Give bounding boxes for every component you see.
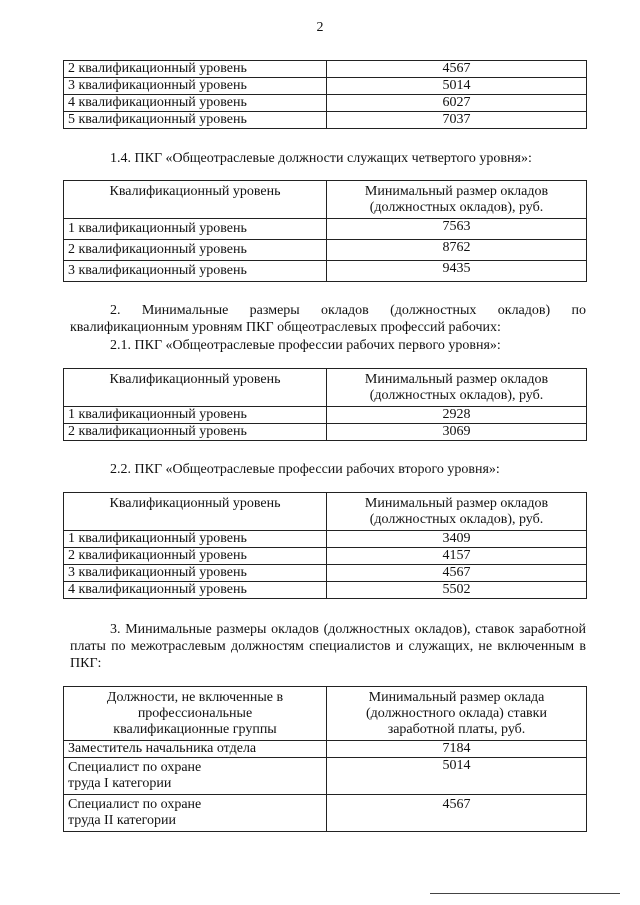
salary-cell: 8762 [327,240,587,261]
table-row [64,565,587,582]
heading-1-4: 1.4. ПКГ «Общеотраслевые должности служащих четвертого уровня»: [110,151,532,166]
table-header-row [64,369,587,407]
table-row [64,95,587,112]
column-header-salary: Минимальный размер оклада (должностного оклада) ставки заработной платы, руб. [327,687,587,741]
salary-cell: 4567 [327,565,587,582]
salary-table-2-1 [63,368,587,441]
salary-cell: 7037 [327,112,587,129]
salary-cell: 5502 [327,582,587,599]
table-header-row [64,687,587,741]
salary-table-1-4 [63,180,587,282]
salary-cell: 5014 [327,758,587,795]
level-cell: 2 квалификационный уровень [64,548,327,565]
table-row [64,758,587,795]
level-cell: 3 квалификационный уровень [64,261,327,282]
level-cell: 1 квалификационный уровень [64,407,327,424]
table-row [64,78,587,95]
salary-cell: 3409 [327,531,587,548]
position-cell: Заместитель начальника отдела [64,741,327,758]
level-cell: 2 квалификационный уровень [64,61,327,78]
position-cell: Специалист по охране труда I категории [64,758,327,795]
salary-cell: 4567 [327,61,587,78]
column-header-level: Квалификационный уровень [64,181,327,219]
table-row [64,548,587,565]
salary-cell: 6027 [327,95,587,112]
level-cell: 2 квалификационный уровень [64,240,327,261]
level-cell: 5 квалификационный уровень [64,112,327,129]
salary-cell: 4157 [327,548,587,565]
column-header-level: Квалификационный уровень [64,369,327,407]
table-row [64,112,587,129]
table-row [64,407,587,424]
table-row [64,582,587,599]
footer-divider [430,893,620,894]
level-cell: 1 квалификационный уровень [64,531,327,548]
table-row [64,219,587,240]
level-cell: 3 квалификационный уровень [64,565,327,582]
table-row [64,741,587,758]
table-row [64,61,587,78]
heading-2-2: 2.2. ПКГ «Общеотраслевые профессии рабочих второго уровня»: [110,462,500,477]
salary-cell: 7563 [327,219,587,240]
salary-cell: 4567 [327,795,587,832]
column-header-level: Квалификационный уровень [64,493,327,531]
level-cell: 3 квалификационный уровень [64,78,327,95]
position-cell: Специалист по охране труда II категории [64,795,327,832]
column-header-salary: Минимальный размер окладов (должностных окладов), руб. [327,181,587,219]
table-row [64,261,587,282]
salary-table-3 [63,686,587,832]
salary-cell: 5014 [327,78,587,95]
salary-cell: 3069 [327,424,587,441]
level-cell: 4 квалификационный уровень [64,582,327,599]
level-cell: 2 квалификационный уровень [64,424,327,441]
heading-2-1: 2.1. ПКГ «Общеотраслевые профессии рабочих первого уровня»: [110,338,501,353]
table-row [64,795,587,832]
table-header-row [64,493,587,531]
salary-table-continuation [63,60,587,129]
level-cell: 1 квалификационный уровень [64,219,327,240]
salary-cell: 9435 [327,261,587,282]
column-header-salary: Минимальный размер окладов (должностных окладов), руб. [327,369,587,407]
salary-cell: 2928 [327,407,587,424]
level-cell: 4 квалификационный уровень [64,95,327,112]
salary-cell: 7184 [327,741,587,758]
column-header-salary: Минимальный размер окладов (должностных окладов), руб. [327,493,587,531]
table-row [64,531,587,548]
table-row [64,424,587,441]
section-2-paragraph: 2. Минимальные размеры окладов (должностных окладов) по квалификационным уровням ПКГ общеотраслевых профессий рабочих: [70,303,586,335]
page-number: 2 [316,20,324,35]
table-header-row [64,181,587,219]
column-header-position: Должности, не включенные в профессиональные квалификационные группы [64,687,327,741]
section-3-paragraph: 3. Минимальные размеры окладов (должностных окладов), ставок заработной платы по межотраслевым должностям специалистов и служащих, не включенным в ПКГ: [70,622,586,671]
table-row [64,240,587,261]
salary-table-2-2 [63,492,587,599]
